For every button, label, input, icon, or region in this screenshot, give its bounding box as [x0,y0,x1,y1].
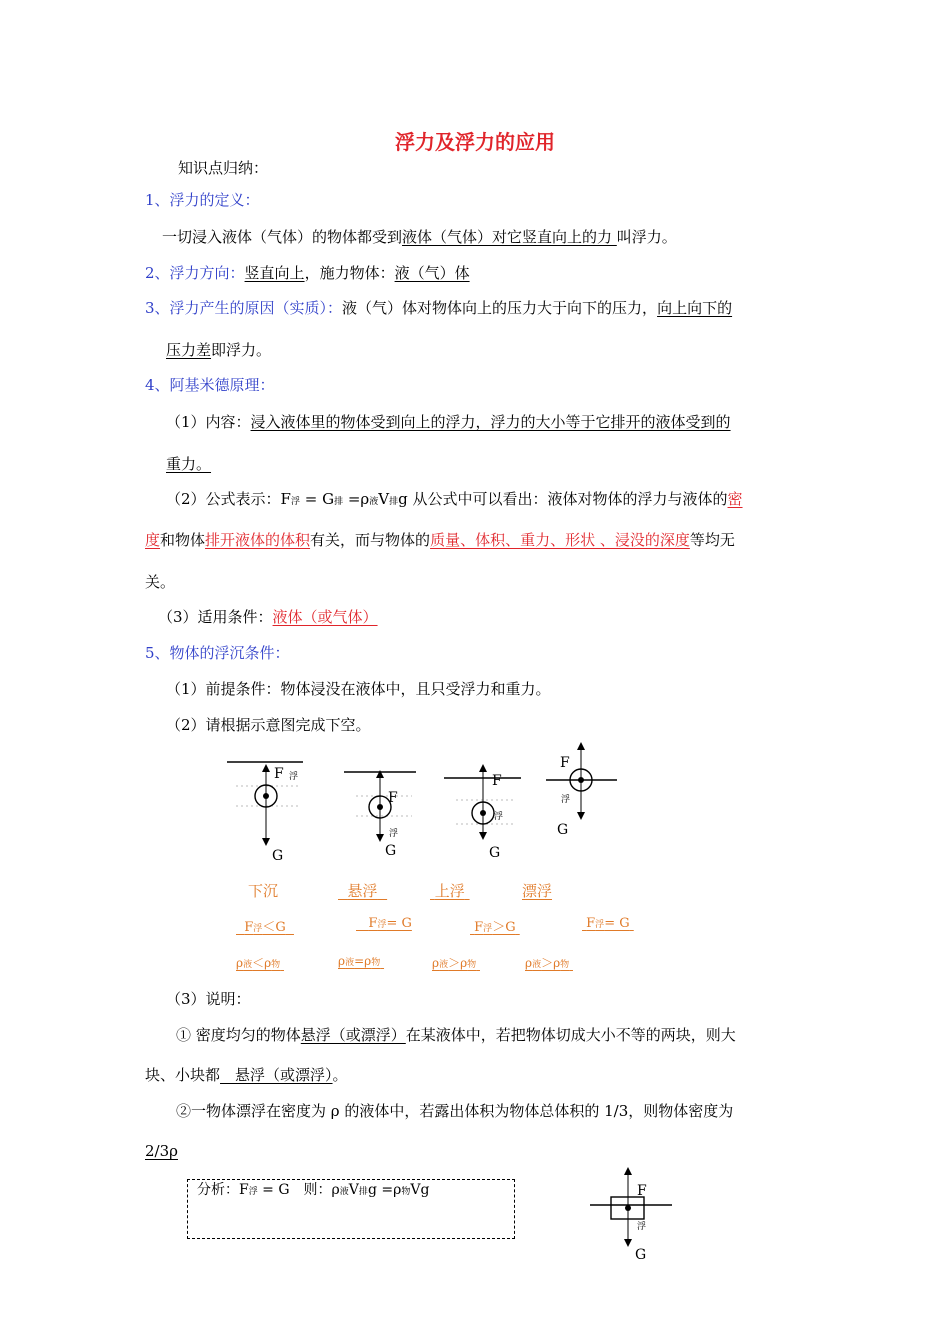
gravity-label-G: G [635,1247,647,1263]
force-label-F: F [388,790,398,806]
diagram-floating [546,746,617,838]
force-label-F: F [637,1183,647,1199]
archimedes-content-cont: 重力。 [166,455,212,473]
diagram-sinking [227,762,303,864]
cond-force-floating: F浮= G [586,916,630,931]
notes-heading: （3）说明： [166,990,251,1008]
section-3-cont: 压力差即浮力。 [166,341,272,359]
note-2-answer: 2/3ρ [145,1142,178,1160]
floating-block-diagram [580,1165,680,1265]
analysis-text: 分析：F浮 = G 则：ρ液V排g =ρ物Vg [197,1182,430,1198]
note-1-cont: 块、小块都 悬浮（或漂浮）。 [145,1066,348,1084]
gravity-label-G: G [557,822,569,838]
section-4-heading: 4、阿基米德原理： [145,376,275,394]
archimedes-factors: 度和物体排开液体的体积有关，而与物体的质量、体积、重力、形状 、浸没的深度等均无 [145,531,735,549]
archimedes-content: （1）内容：浸入液体里的物体受到向上的浮力，浮力的大小等于它排开的液体受到的 [166,413,731,431]
force-label-F: F [492,773,502,789]
cond-density-sinking: ρ液＜ρ物 [236,956,281,970]
force-label-F: F [560,755,570,771]
state-suspended: 悬浮 [347,882,378,900]
state-rising: 上浮 [434,882,465,900]
diagram-rising [444,768,521,861]
force-sub-label: 浮 [561,795,571,805]
force-sub-label: 浮 [389,829,399,839]
gravity-label-G: G [489,845,501,861]
archimedes-formula: （2）公式表示：F浮 = G排 =ρ液V排g 从公式中可以看出：液体对物体的浮力与液体的密 [166,490,743,508]
force-label-F: F [274,766,284,782]
section-1-text: 一切浸入液体（气体）的物体都受到液体（气体）对它竖直向上的力 叫浮力。 [162,228,677,246]
instruction: （2）请根据示意图完成下空。 [166,716,371,734]
note-1: ① 密度均匀的物体悬浮（或漂浮）在某液体中，若把物体切成大小不等的两块，则大 [176,1026,736,1044]
gravity-label-G: G [272,848,284,864]
cond-force-sinking: F浮＜G [244,920,286,935]
archimedes-condition: （3）适用条件：液体（或气体） [158,608,378,626]
note-2: ②一物体漂浮在密度为 ρ 的液体中，若露出体积为物体总体积的 1/3，则物体密度为 [176,1102,734,1120]
section-3: 3、浮力产生的原因（实质）：液（气）体对物体向上的压力大于向下的压力，向上向下的 [145,299,733,317]
page-title: 浮力及浮力的应用 [395,130,555,154]
diagram-suspended [344,772,416,859]
cond-density-rising: ρ液＞ρ物 [432,956,477,970]
force-sub-label: 浮 [637,1222,647,1232]
section-2: 2、浮力方向：竖直向上，施力物体：液（气）体 [145,264,470,282]
force-sub-label: 浮 [289,772,299,782]
cond-force-rising: F浮＞G [474,920,516,935]
cond-density-floating: ρ液＞ρ物 [525,956,570,970]
section-1-heading: 1、浮力的定义： [145,191,260,209]
buoyancy-diagrams [0,740,950,870]
force-sub-label: 浮 [494,812,504,822]
state-sinking: 下沉 [248,882,279,900]
archimedes-factors-end: 关。 [145,573,176,591]
subtitle: 知识点归纳： [178,159,269,177]
cond-force-suspended: F浮= G [368,916,412,931]
gravity-label-G: G [385,843,397,859]
premise: （1）前提条件：物体浸没在液体中，且只受浮力和重力。 [166,680,551,698]
section-5-heading: 5、物体的浮沉条件： [145,644,290,662]
state-floating: 漂浮 [522,882,553,900]
cond-density-suspended: ρ液=ρ物 [338,954,381,968]
